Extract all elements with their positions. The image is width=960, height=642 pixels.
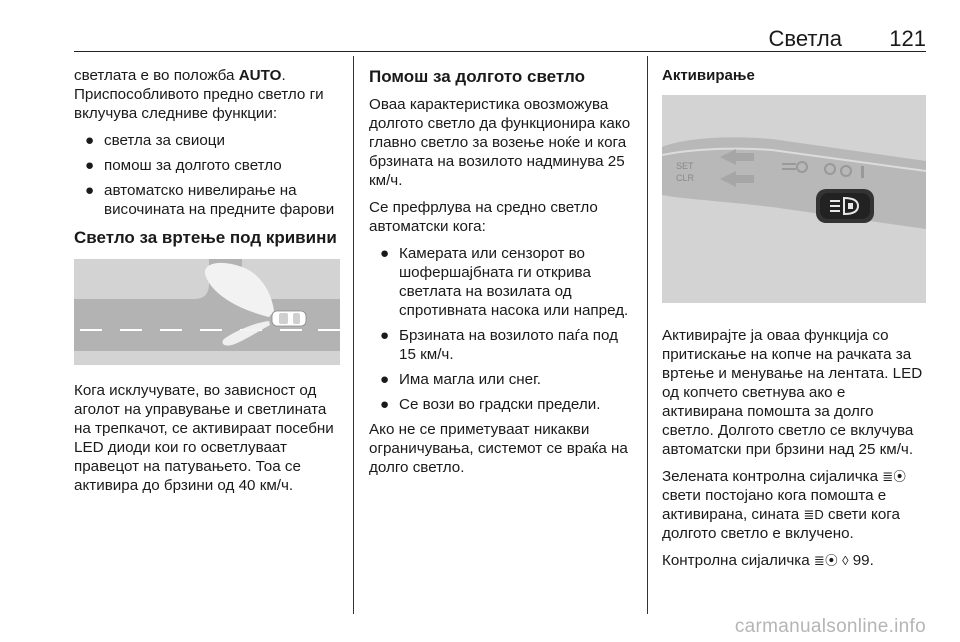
auto-mode-label: AUTO [238,67,282,84]
assist-lamp-icon: ≣⦿ [813,553,838,568]
activation-text: Активирајте ја оваа функција со притискање на копче на рачката за вртење и менување на лентата. LED од копчето светнува ако е активирана помошта за долго светло. Долгото светло се вклучува автоматски при брзини над 25 км/ч. [662,327,923,458]
car-icon [272,311,306,326]
list-item: ● Брзината на возилото паѓа под 15 км/ч. [380,327,618,363]
lever-illustration [662,95,928,308]
list-item: ● светла за свиоци [85,132,225,149]
section-heading-high-beam-assist: Помош за долгото светло [369,67,585,86]
intro-functions-text: Приспособливото предно светло ги вклучува следниве функции: [74,86,324,122]
watermark: carmanualsonline.info [734,616,926,637]
column-left [74,66,342,503]
road-beam-figure [74,259,340,365]
control-lamp-reference: Контролна сијаличка ≣⦿ ◊ 99. [662,552,874,569]
list-item: ● Камерата или сензорот во шофершајбната ги открива светлата на возилата од спротивната насока или напред. [380,245,629,319]
cornering-description: Кога исклучувате, во зависност од аголот на управување и светлината на трепкачот, се активираат посебни LED диоди кои го осветлуваат правецот на патувањето. Тоа се активира до брзини од 40 км/ч. [74,382,334,494]
assist-lamp-icon: ≣⦿ [882,469,907,484]
intro-paragraph: светлата е во положба AUTO. Приспособливото предно светло ги вклучува следниве функции: [74,67,324,122]
list-item: ● Се вози во градски предели. [380,396,601,413]
bullet-icon: ● [85,132,95,149]
column-divider-1 [353,56,354,614]
page-number: 121 [889,26,926,51]
bullet-icon: ● [380,371,390,388]
function-list [74,131,342,219]
bullet-icon: ● [380,327,390,344]
stalk-figure [662,95,926,303]
assist-closing: Ако не се приметуваат никакви ограничувања, системот се враќа на долго светло. [369,421,628,476]
page-reference-icon: ◊ [842,553,849,568]
assist-intro: Оваа карактеристика овозможува долгото светло да функционира како главно светло за возење ноќе и кога брзината на возилото надминува 25 км/ч. [369,96,631,189]
header-divider [74,51,926,52]
list-item: ● Има магла или снег. [380,371,542,388]
high-beam-icon: ≣D [803,507,824,522]
switch-conditions-list [369,244,637,414]
column-right [662,66,928,578]
list-item: ● автоматско нивелирање на височината на предните фарови [85,182,335,218]
page-header [74,0,926,52]
section-heading-cornering: Светло за вртење под кривини [74,228,337,247]
cornering-light-illustration [74,259,340,365]
list-item: ● помош за долгото светло [85,157,282,174]
column-divider-2 [647,56,648,614]
indicator-text: Зелената контролна сијаличка ≣⦿ свети постојано кога помошта е активирана, сината ≣D свети кога долгото светло е вклучено. [662,468,907,542]
assist-switch-text: Се префрлува на средно светло автоматски кога: [369,199,598,235]
bullet-icon: ● [380,245,390,262]
chapter-title: Светла [768,26,842,51]
svg-text:CLR: CLR [676,173,695,183]
bullet-icon: ● [380,396,390,413]
bullet-icon: ● [85,157,95,174]
bullet-icon: ● [85,182,95,199]
column-middle [369,66,637,485]
svg-text:SET: SET [676,161,694,171]
section-heading-activation: Активирање [662,67,755,84]
